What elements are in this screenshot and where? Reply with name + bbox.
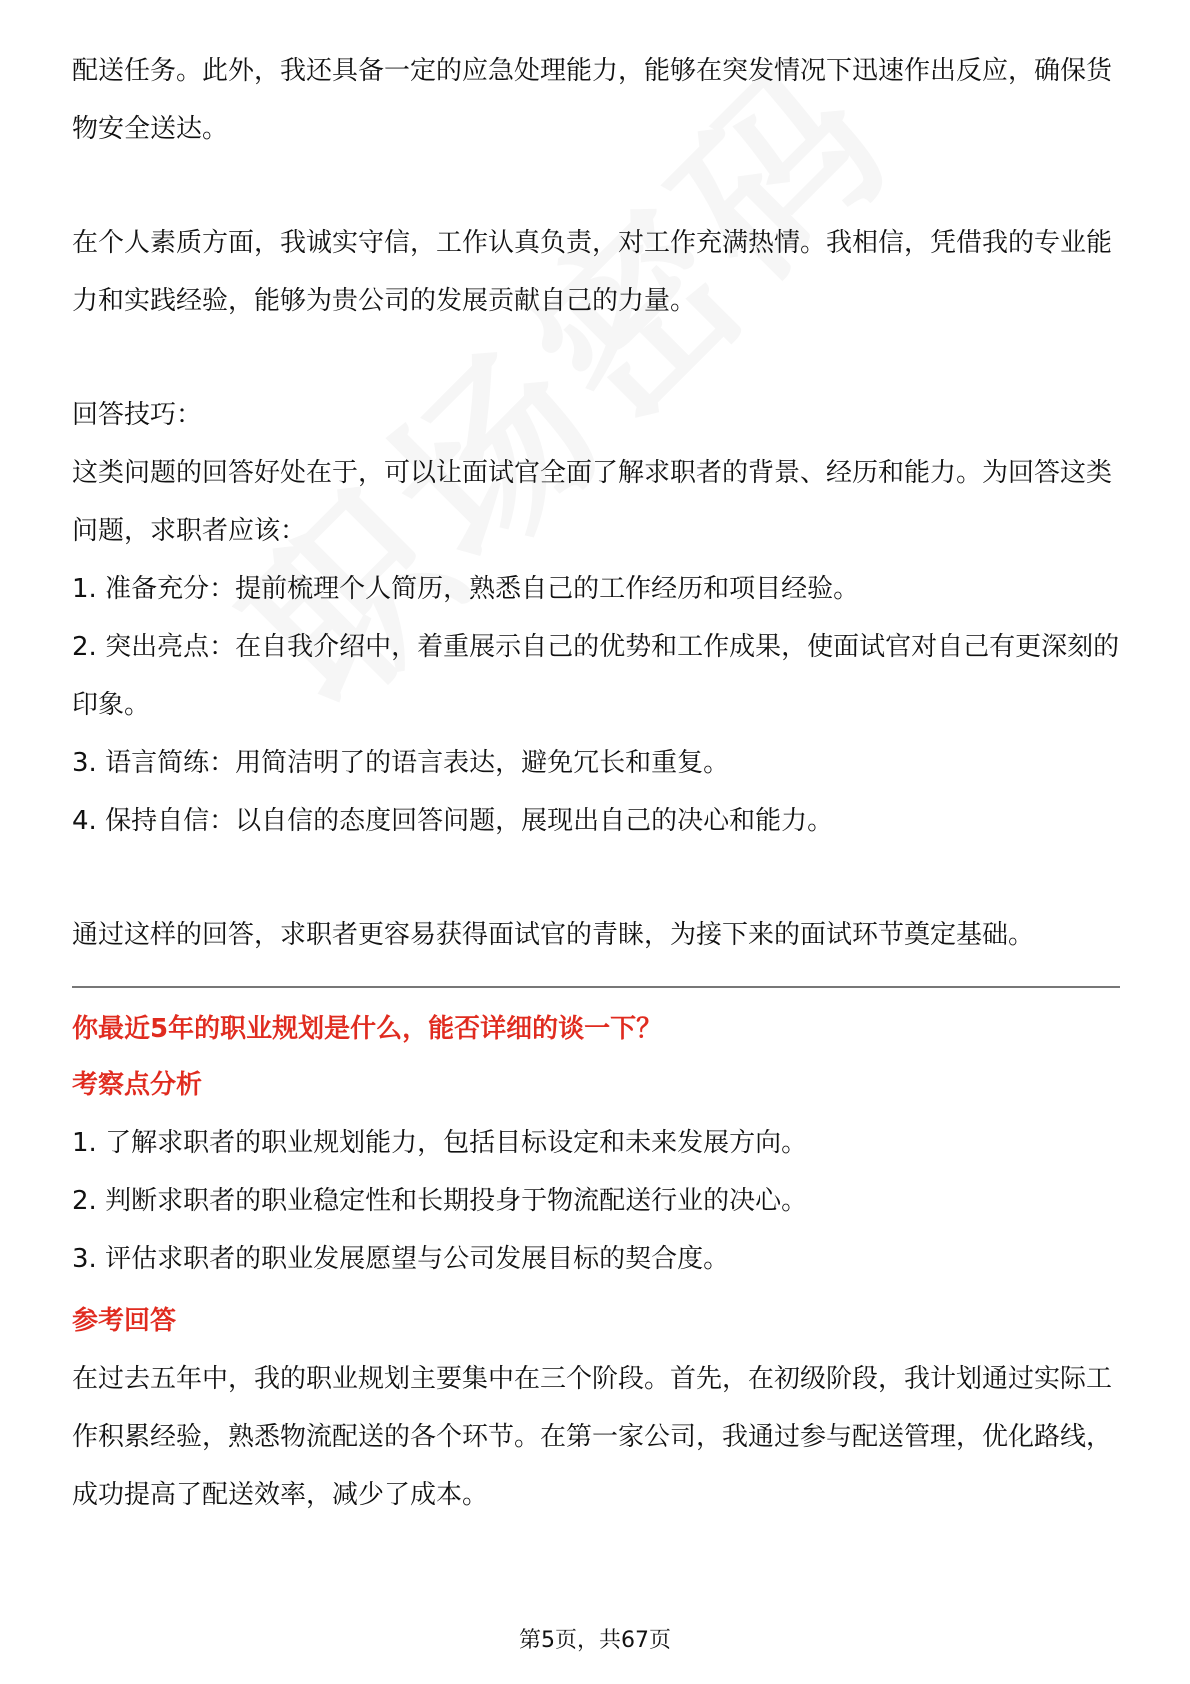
- reference-answer: 在过去五年中，我的职业规划主要集中在三个阶段。首先，在初级阶段，我计划通过实际工作积累经验，熟悉物流配送的各个环节。在第一家公司，我通过参与配送管理，优化路线，成功提高了配送效率，减少了成本。: [72, 1364, 1113, 1510]
- tip-item: 1. 准备充分：提前梳理个人简历，熟悉自己的工作经历和项目经验。: [72, 574, 860, 604]
- analysis-item: 3. 评估求职者的职业发展愿望与公司发展目标的契合度。: [72, 1244, 730, 1274]
- tip-item: 4. 保持自信：以自信的态度回答问题，展现出自己的决心和能力。: [72, 806, 834, 836]
- document-body: [72, 42, 1120, 1524]
- paragraph-personal-qualities: 在个人素质方面，我诚实守信，工作认真负责，对工作充满热情。我相信，凭借我的专业能力和实践经验，能够为贵公司的发展贡献自己的力量。: [72, 228, 1113, 316]
- answer-heading: 参考回答: [72, 1306, 177, 1336]
- analysis-item: 2. 判断求职者的职业稳定性和长期投身于物流配送行业的决心。: [72, 1186, 808, 1216]
- page-number: 第5页，共67页: [519, 1628, 671, 1653]
- question-title: 你最近5年的职业规划是什么，能否详细的谈一下？: [72, 1014, 663, 1044]
- page-footer: [0, 1626, 1190, 1656]
- analysis-heading: 考察点分析: [72, 1070, 203, 1100]
- paragraph-conclusion: 通过这样的回答，求职者更容易获得面试官的青睐，为接下来的面试环节奠定基础。: [72, 920, 1035, 950]
- tip-item: 2. 突出亮点：在自我介绍中，着重展示自己的优势和工作成果，使面试官对自己有更深刻的印象。: [72, 632, 1120, 720]
- section-divider: [72, 986, 1120, 988]
- analysis-item: 1. 了解求职者的职业规划能力，包括目标设定和未来发展方向。: [72, 1128, 808, 1158]
- tip-item: 3. 语言简练：用简洁明了的语言表达，避免冗长和重复。: [72, 748, 730, 778]
- tips-intro: 这类问题的回答好处在于，可以让面试官全面了解求职者的背景、经历和能力。为回答这类问题，求职者应该：: [72, 458, 1113, 546]
- tips-heading: 回答技巧：: [72, 400, 203, 430]
- paragraph-continuation: 配送任务。此外，我还具备一定的应急处理能力，能够在突发情况下迅速作出反应，确保货物安全送达。: [72, 56, 1113, 144]
